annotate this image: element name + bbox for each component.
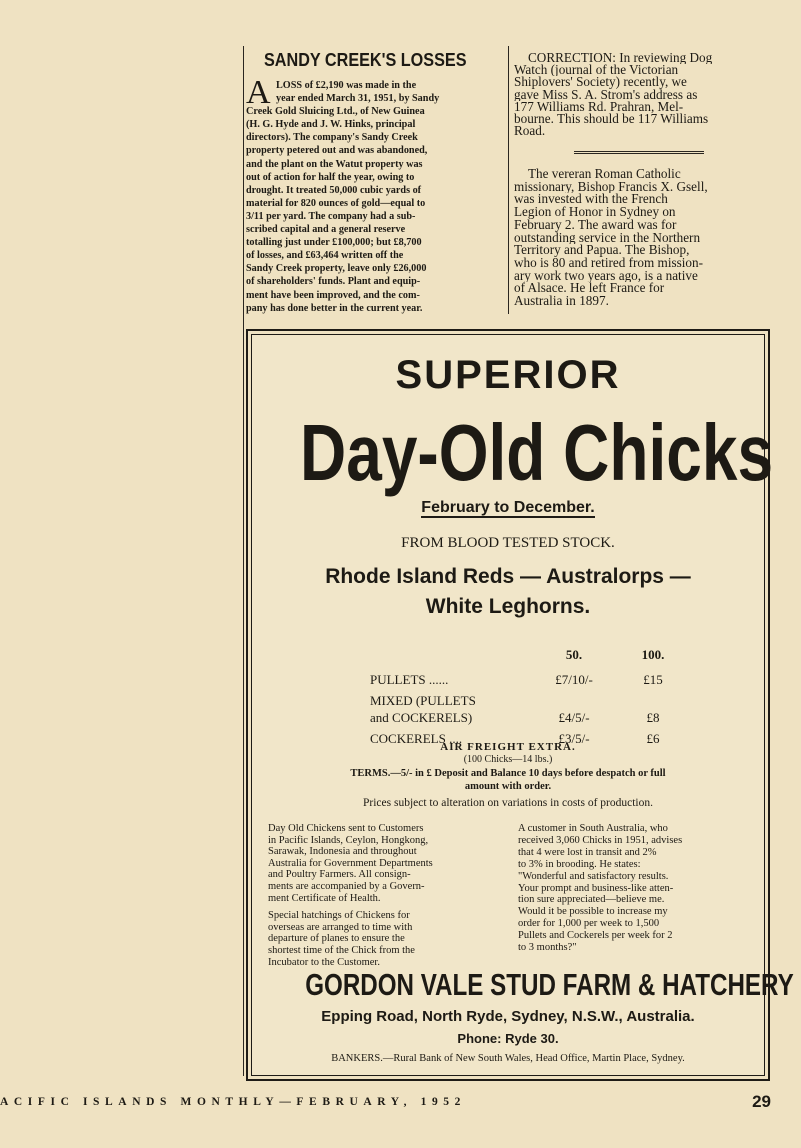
text-line: Australia in 1897. [514,295,609,308]
text-line: property petered out and was abandoned, [246,145,428,157]
price-50: £7/10/- [555,672,593,687]
chicks-advertisement [246,329,794,1081]
text-line: Would it be possible to increase my [518,906,668,918]
text-line: of shareholders' funds. Plant and equip- [246,276,421,288]
text-line: 3/11 per yard. The company had a sub- [246,210,416,222]
price-table [368,646,690,747]
text-line: 177 Williams Rd. Prahran, Mel- [514,100,684,114]
text-line: out of action for half the year, owing to [246,171,415,183]
text-line: shortest time of the Chick from the [268,944,415,956]
price-label: PULLETS ...... [370,672,449,687]
text-line: drought. It treated 50,000 cubic yards of [246,184,422,196]
text-line: "Wonderful and satisfactory results. [518,870,669,882]
text-line: Day Old Chickens sent to Customers [268,823,424,834]
text-line: scribed capital and a general reserve [246,224,406,236]
text-line: (H. G. Hyde and J. W. Hinks, principal [246,119,416,131]
text-line: Road. [514,125,546,138]
text-line: Sarawak, Indonesia and throughout [268,846,417,858]
ad-prices-note: Prices subject to alteration on variations in costs of production. [363,797,653,809]
ad-period [248,499,768,517]
price-label: MIXED (PULLETS [370,693,476,708]
sandy-creek-headline: SANDY CREEK'S LOSSES [264,50,467,70]
ad-terms-line1: TERMS.—5/- in £ Deposit and Balance 10 days before despatch or full [350,768,666,779]
price-label: COCKERELS .... [370,731,463,746]
ad-export-info [268,823,508,968]
text-line: tion sure appreciated—believe me. [518,894,665,906]
text-line: CORRECTION: In reviewing Dog [528,52,713,65]
ad-superior: SUPERIOR [395,353,621,397]
text-line: of Alsace. He left France for [514,282,665,296]
ad-breeds-line2: White Leghorns. [425,595,591,618]
ad-title: Day-Old Chicks [300,408,774,497]
ad-bankers: BANKERS.—Rural Bank of New South Wales, Head Office, Martin Place, Sydney. [331,1053,685,1064]
drop-cap: A [246,74,271,111]
text-line: February 2. The award was for [514,218,677,232]
text-line: order for 1,000 per week to 1,500 [518,918,660,930]
price-50 [532,692,616,709]
ad-phone: Phone: Ryde 30. [457,1031,559,1046]
gsell-story [514,168,768,308]
text-line: Sandy Creek property, leave only £26,000 [246,263,427,275]
text-line: to 3 months?" [518,942,577,954]
price-100: £6 [646,731,660,746]
text-line: outstanding service in the Northern [514,231,701,245]
ad-company: GORDON VALE STUD FARM & HATCHERY [305,967,794,1002]
text-line: missionary, Bishop Francis X. Gsell, [514,180,708,194]
price-header: 50. [565,647,583,662]
text-line: Creek Gold Sluicing Ltd., of New Guinea [246,106,425,118]
price-50: £4/5/- [558,710,590,725]
text-line: year ended March 31, 1951, by Sandy [276,93,440,105]
ad-terms-line2: amount with order. [464,781,552,792]
text-line: Watch (journal of the Victorian [514,64,679,77]
text-line: Shiplovers' Society) recently, we [514,76,687,89]
column-rule [243,46,244,1076]
text-line: ary work two years ago, is a native [514,269,698,283]
price-header-row [368,646,690,663]
text-line: The vereran Roman Catholic [528,168,681,181]
price-header: 100. [641,647,665,662]
price-row [368,692,690,709]
column-rule [508,46,509,314]
text-line: A customer in South Australia, who [518,823,668,834]
text-line: Territory and Papua. The Bishop, [514,244,690,257]
footer-masthead: ACIFIC ISLANDS MONTHLY—FEBRUARY, 1952 [0,1096,467,1108]
page-footer [0,1092,801,1122]
text-line: of losses, and £63,464 written off the [246,250,404,262]
text-line: received 3,060 Chicks in 1951, advises [518,834,683,846]
text-line: LOSS of £2,190 was made in the [276,80,417,91]
text-line: totalling just under £100,000; but £8,700 [246,237,422,249]
text-line: Pullets and Cockerels per week for 2 [518,930,673,942]
ad-stock: FROM BLOOD TESTED STOCK. [401,535,615,551]
text-line: Australia for Government Departments [268,857,433,869]
text-line: gave Miss S. A. Strom's address as [514,88,698,101]
text-line: ment Certificate of Health. [268,892,381,904]
text-line: ment have been improved, and the com- [246,289,420,301]
price-100: £15 [643,672,663,687]
price-100 [616,692,690,709]
price-50: £3/5/- [558,731,590,746]
text-line: pany has done better in the current year. [246,302,423,314]
divider [574,151,704,154]
text-line: material for 820 ounces of gold—equal to [246,197,426,209]
text-line: in Pacific Islands, Ceylon, Hongkong, [268,834,429,846]
text-line: to 3% in brooding. He states: [518,858,641,870]
text-line: that 4 were lost in transit and 2% [518,846,657,858]
price-100: £8 [646,710,660,725]
text-line: Incubator to the Customer. [268,956,380,968]
text-line: ments are accompanied by a Govern- [268,880,425,892]
text-line: Special hatchings of Chickens for [268,910,410,922]
page-number: 29 [752,1092,771,1111]
text-line: and Poultry Farmers. All consign- [268,869,411,881]
text-line: was invested with the French [514,193,668,207]
ad-air-note: (100 Chicks—14 lbs.) [463,754,553,765]
ad-address: Epping Road, North Ryde, Sydney, N.S.W., Australia. [321,1008,695,1025]
text-line: overseas are arranged to time with [268,921,413,933]
text-line: Your prompt and business-like atten- [518,882,674,894]
correction-notice [514,52,768,137]
ad-breeds-line1: Rhode Island Reds — Australorps — [325,565,691,588]
text-line: directors). The company's Sandy Creek [246,132,418,144]
price-row [368,671,690,688]
sandy-creek-story [246,79,502,315]
text-line: departure of planes to ensure the [268,933,405,945]
ad-air-freight: AIR FREIGHT EXTRA. [440,741,576,753]
ad-period-text: February to December. [421,499,595,516]
price-row [368,709,690,726]
price-label: and COCKERELS) [370,710,473,725]
text-line: Legion of Honor in Sydney on [514,206,676,219]
text-line: and the plant on the Watut property was [246,158,423,170]
text-line: bourne. This should be 117 Williams [514,113,709,126]
text-line: who is 80 and retired from mission- [514,256,703,270]
ad-testimonial [518,823,758,954]
